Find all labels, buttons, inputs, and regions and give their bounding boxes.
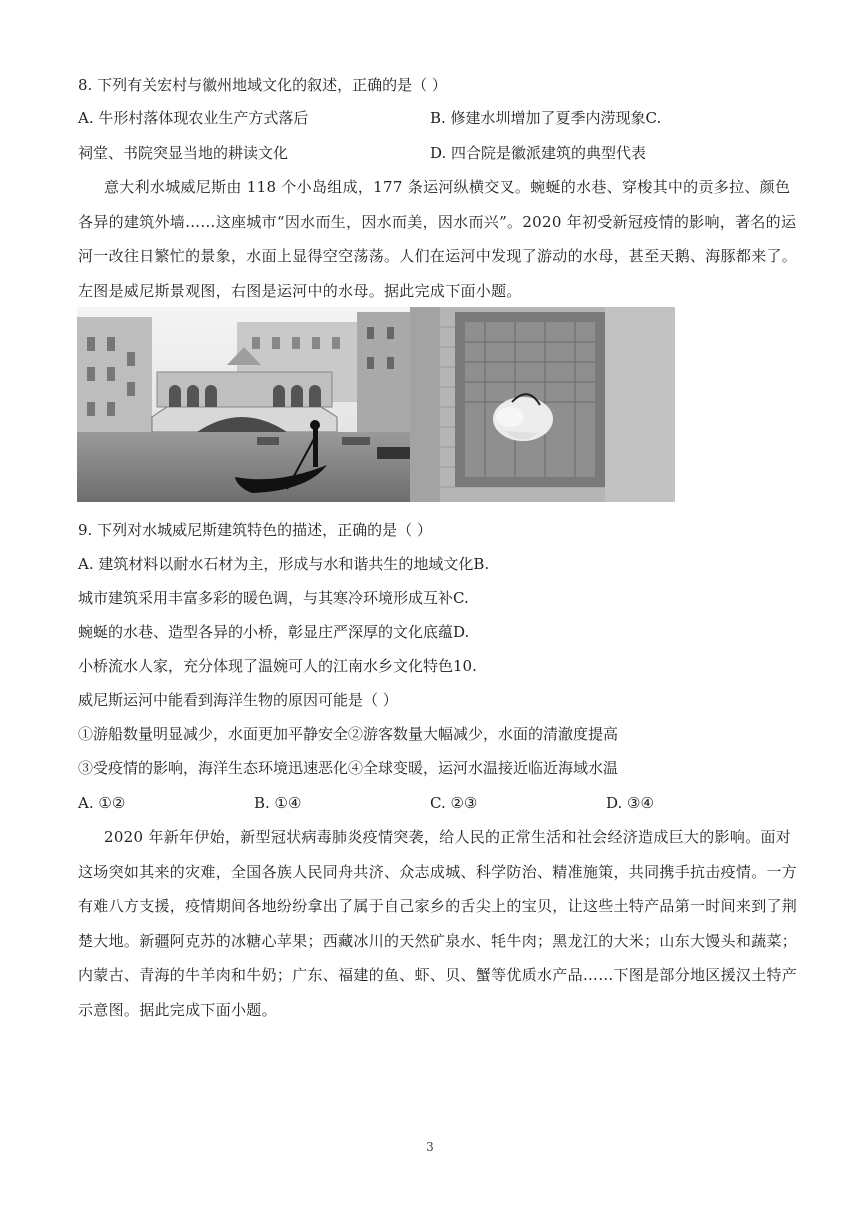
q10-line-1: ①游船数量明显减少，水面更加平静安全②游客数量大幅减少，水面的清澈度提高	[78, 725, 619, 743]
q10-line-2: ③受疫情的影响，海洋生态环境迅速恶化④全球变暖，运河水温接近临近海域水温	[78, 759, 619, 777]
q9-line-2: 城市建筑采用丰富多彩的暖色调，与其寒冷环境形成互补C.	[78, 589, 469, 607]
page-number: 3	[426, 1140, 434, 1154]
q9-stem: 9. 下列对水城威尼斯建筑特色的描述，正确的是（ ）	[78, 521, 432, 539]
q8-stem: 8. 下列有关宏村与徽州地域文化的叙述，正确的是（ ）	[78, 76, 447, 94]
q10-option-c: C. ②③	[430, 794, 478, 812]
q8-option-a: A. 牛形村落体现农业生产方式落后	[78, 109, 309, 127]
q9-line-3: 蜿蜒的水巷、造型各异的小桥，彰显庄严深厚的文化底蕴D.	[78, 623, 470, 641]
q10-option-a: A. ①②	[78, 794, 126, 812]
q8-option-c: 祠堂、书院突显当地的耕读文化	[78, 144, 289, 162]
q8-option-b: B. 修建水圳增加了夏季内涝现象C.	[430, 109, 662, 127]
jellyfish-image	[410, 307, 675, 502]
q10-option-b: B. ①④	[254, 794, 302, 812]
venice-landscape-image	[77, 307, 410, 502]
q10-option-d: D. ③④	[606, 794, 654, 812]
q9-line-4: 小桥流水人家，充分体现了温婉可人的江南水乡文化特色10.	[78, 657, 477, 675]
q8-option-d: D. 四合院是徽派建筑的典型代表	[430, 144, 647, 162]
q9-line-1: A. 建筑材料以耐水石材为主，形成与水和谐共生的地域文化B.	[78, 555, 490, 573]
covid-passage: 2020 年新年伊始，新型冠状病毒肺炎疫情突袭，给人民的正常生活和社会经济造成巨大的影响。面对这场突如其来的灾难，全国各族人民同舟共济、众志成城、科学防治、精准施策，共同携手抗击疫情。一方有难八方支援，疫情期间各地纷纷拿出了属于自己家乡的舌尖上的宝贝，让这些土特产品第一时间来到了荆楚大地。新疆阿克苏的冰糖心苹果；西藏冰川的天然矿泉水、牦牛肉；黑龙江的大米；山东大馒头和蔬菜；内蒙古、青海的牛羊肉和牛奶；广东、福建的鱼、虾、贝、蟹等优质水产品……下图是部分地区援汉土特产示意图。据此完成下面小题。	[78, 828, 798, 1019]
venice-figure	[77, 307, 675, 502]
venice-passage: 意大利水城威尼斯由 118 个小岛组成，177 条运河纵横交叉。蜿蜒的水巷、穿梭其中的贡多拉、颜色各异的建筑外墙……这座城市“因水而生，因水而美，因水而兴”。2020 年初受新冠疫情的影响，著名的运河一改往日繁忙的景象，水面上显得空空荡荡。人们在运河中发现了游动的水母，甚至天鹅、海豚都来了。左图是威尼斯景观图，右图是运河中的水母。据此完成下面小题。	[78, 178, 798, 300]
q10-stem: 威尼斯运河中能看到海洋生物的原因可能是（ ）	[78, 691, 398, 709]
